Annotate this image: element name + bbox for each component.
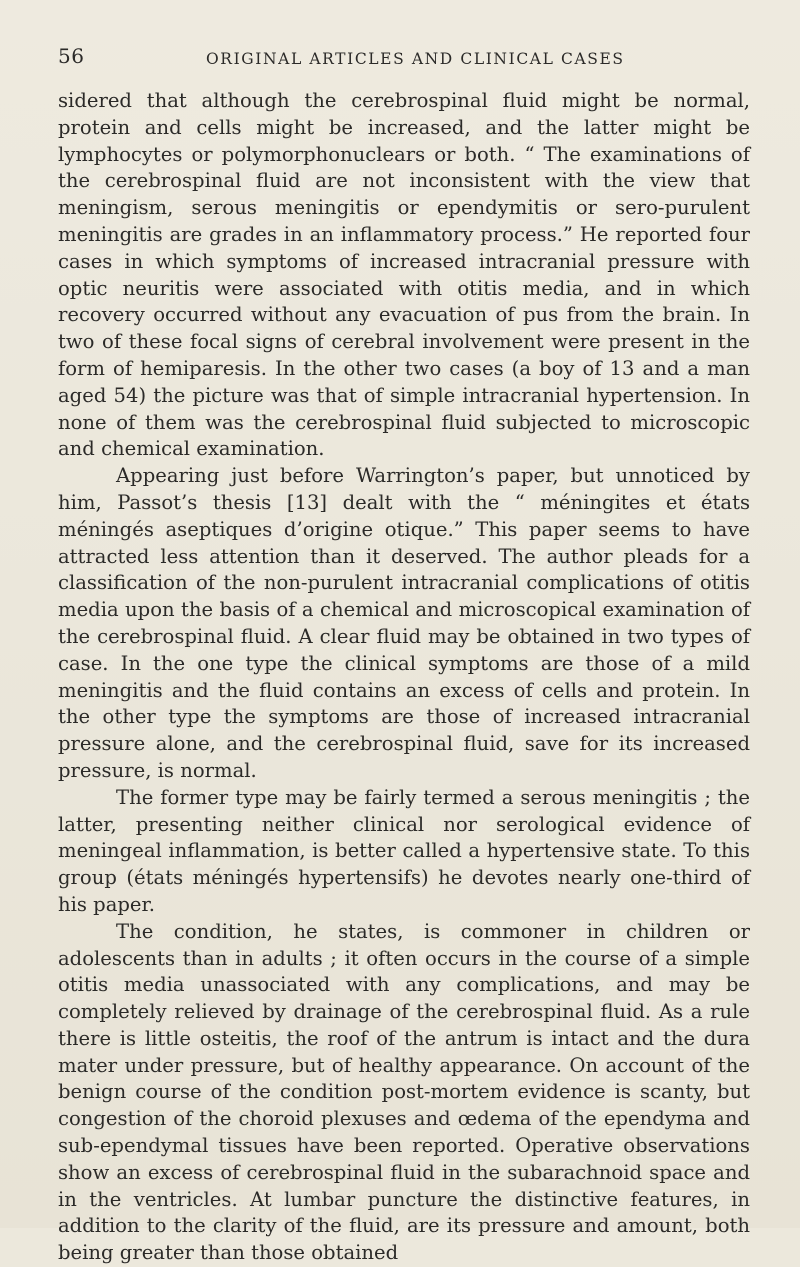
body-text bbox=[58, 88, 750, 1267]
paragraph-continued: sidered that although the cerebrospinal fluid might be normal, protein and cells might be increased, and the latter might be lymphocytes or polymorphonuclears or both. “ The examinations of the cerebrospinal fluid are not inconsistent with the view that meningism, serous meningitis or ependymitis or sero-purulent meningitis are grades in an inflammatory process.” He reported four cases in which symptoms of increased intracranial pressure with optic neuritis were associated with otitis media, and in which recovery occurred without any evacuation of pus from the brain. In two of these focal signs of cerebral involvement were present in the form of hemiparesis. In the other two cases (a boy of 13 and a man aged 54) the picture was that of simple intracranial hypertension. In none of them was the cerebrospinal fluid subjected to microscopic and chemical examination. bbox=[58, 89, 750, 461]
paragraph-condition: The condition, he states, is commoner in children or adolescents than in adults ; it often occurs in the course of a simple otitis media unassociated with any complications, and may be completely relieved by drainage of the cerebrospinal fluid. As a rule there is little osteitis, the roof of the antrum is intact and the dura mater under pressure, but of healthy appearance. On account of the benign course of the condition post-mortem evidence is scanty, but congestion of the choroid plexuses and œdema of the ependyma and sub-ependymal tissues have been reported. Operative observations show an excess of cerebrospinal fluid in the subarachnoid space and in the ventricles. At lumbar puncture the distinctive features, in addition to the clarity of the fluid, are its pressure and amount, both being greater than those obtained bbox=[58, 919, 750, 1265]
paragraph-passot-thesis: Appearing just before Warrington’s paper, but unnoticed by him, Passot’s thesis [13] dealt with the “ méningites et états méningés aseptiques d’origine otique.” This paper seems to have attracted less attention than it deserved. The author pleads for a classification of the non-purulent intracranial complications of otitis media upon the basis of a chemical and microscopical examination of the cerebrospinal fluid. A clear fluid may be obtained in two types of case. In the one type the clinical symptoms are those of a mild meningitis and the fluid contains an excess of cells and protein. In the other type the symptoms are those of increased intracranial pressure alone, and the cerebrospinal fluid, save for its increased pressure, is normal. bbox=[58, 464, 750, 782]
running-head: ORIGINAL ARTICLES AND CLINICAL CASES bbox=[206, 50, 625, 68]
page-number: 56 bbox=[58, 44, 85, 68]
paragraph-serous-meningitis: The former type may be fairly termed a serous meningitis ; the latter, presenting neither clinical nor serological evidence of meningeal inflammation, is better called a hypertensive state. To this group (états méningés hypertensifs) he devotes nearly one-third of his paper. bbox=[58, 785, 750, 916]
page-header bbox=[58, 44, 742, 74]
